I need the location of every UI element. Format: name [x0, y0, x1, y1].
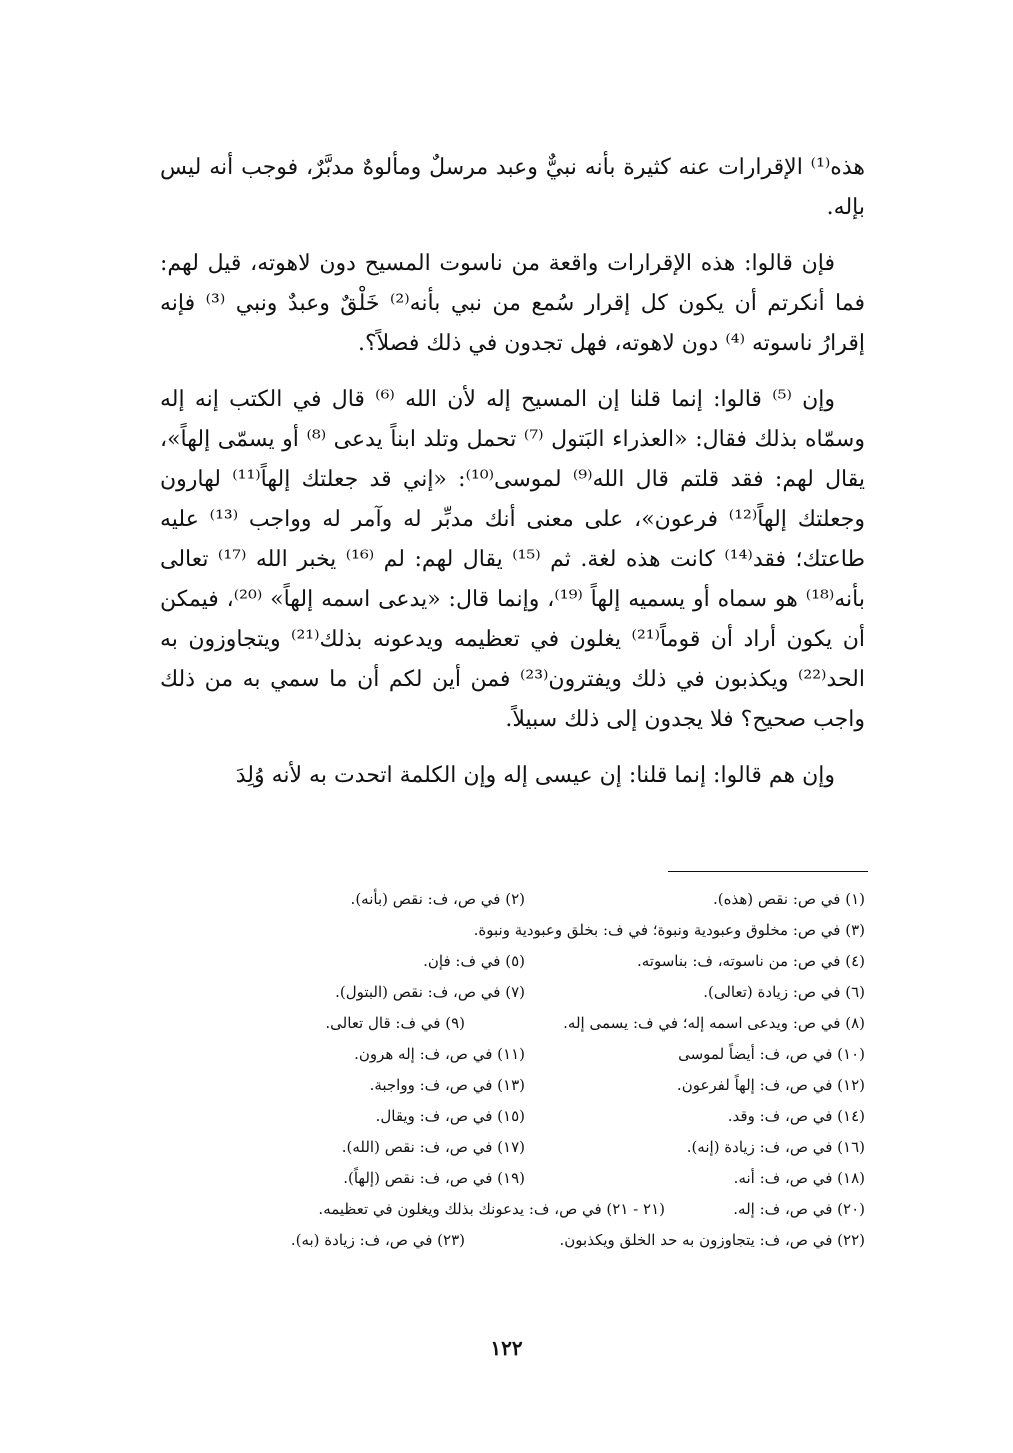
footnote-row	[160, 915, 865, 946]
paragraph-2: فإن قالوا: هذه الإقرارات واقعة من ناسوت المسيح دون لاهوته، قيل لهم: فما أنكرتم أن يكون كل إقرار سُمع من نبي بأنه⁽²⁾ خَلْقٌ وعبدٌ ونبي ⁽³⁾ فإنه إقرارُ ناسوته ⁽⁴⁾ دون لاهوته، فهل تجدون في ذلك فصلاً؟.	[160, 251, 865, 356]
paragraph-4: وإن هم قالوا: إنما قلنا: إن عيسى إله وإن الكلمة اتحدت به لأنه وُلِدَ	[235, 763, 835, 788]
footnote: (٥) في ف: فإن.	[423, 952, 525, 970]
footnote: (٧) في ص، ف: نقص (البتول).	[335, 983, 525, 1001]
main-text	[160, 148, 865, 812]
footnote	[160, 915, 474, 946]
footnote-row	[160, 1194, 865, 1225]
footnote: (١١) في ص، ف: إله هرون.	[354, 1045, 525, 1063]
footnote-row	[160, 946, 865, 977]
paragraph-3: وإن ⁽⁵⁾ قالوا: إنما قلنا إن المسيح إله لأن الله ⁽⁶⁾ قال في الكتب إنه إله وسمّاه بذلك فقال: «العذراء البَتول ⁽⁷⁾ تحمل وتلد ابناً يدعى ⁽⁸⁾ أو يسمّى إلهاً»، يقال لهم: فقد قلتم قال الله⁽⁹⁾ لموسى⁽¹⁰⁾: «إني قد جعلتك إلهاً⁽¹¹⁾ لهارون وجعلتك إلهاً⁽¹²⁾ فرعون»، على معنى أنك مدبِّر له وآمر له وواجب ⁽¹³⁾ عليه طاعتك؛ فقد⁽¹⁴⁾ كانت هذه لغة. ثم ⁽¹⁵⁾ يقال لهم: لم ⁽¹⁶⁾ يخبر الله ⁽¹⁷⁾ تعالى بأنه⁽¹⁸⁾ هو سماه أو يسميه إلهاً ⁽¹⁹⁾، وإنما قال: «يدعى اسمه إلهاً» ⁽²⁰⁾، فيمكن أن يكون أراد أن قوماً⁽²¹⁾ يغلون في تعظيمه ويدعونه بذلك⁽²¹⁾ ويتجاوزون به الحد⁽²²⁾ ويكذبون في ذلك ويفترون⁽²³⁾ فمن أين لكم أن ما سمي به من ذلك واجب صحيح؟ فلا يجدون إلى ذلك سبيلاً.	[160, 387, 866, 732]
footnote: (١٠) في ص، ف: أيضاً لموسى	[678, 1045, 865, 1063]
footnote-row	[160, 1101, 865, 1132]
footnote: (٢٣) في ص، ف: زيادة (به).	[290, 1231, 465, 1249]
footnote-divider	[668, 871, 868, 872]
footnote-row	[160, 1132, 865, 1163]
footnote: (١٤) في ص، ف: وقد.	[727, 1107, 865, 1125]
footnote: (١٨) في ص، ف: أنه.	[733, 1169, 865, 1187]
footnote: (٤) في ص: من ناسوته، ف: بناسوته.	[637, 952, 865, 970]
footnote-row	[160, 1070, 865, 1101]
footnote-row	[160, 1225, 865, 1256]
footnote-row	[160, 1163, 865, 1194]
footnote: (١٩) في ص، ف: نقص (إلهاً).	[343, 1169, 525, 1187]
footnote: (٣) في ص: مخلوق وعبودية ونبوة؛ في ف: بخلق وعبودية ونبوة.	[473, 921, 865, 939]
footnote: (١٦) في ص، ف: زيادة (إنه).	[686, 1138, 865, 1156]
footnote: (٦) في ص: زيادة (تعالى).	[703, 983, 865, 1001]
footnote: (١٢) في ص، ف: إلهاً لفرعون.	[676, 1076, 865, 1094]
footnote: (١) في ص: نقص (هذه).	[713, 890, 865, 908]
paragraph-1: هذه⁽¹⁾ الإقرارات عنه كثيرة بأنه نبيٌّ وعبد مرسلٌ ومألوهٌ مدبَّرٌ، فوجب أنه ليس بإله.	[160, 155, 865, 220]
footnote: (٢١ - ٢١) في ص، ف: يدعونك بذلك ويغلون في تعظيمه.	[318, 1200, 665, 1218]
footnote: (٨) في ص: ويدعى اسمه إله؛ في ف: يسمى إله.	[563, 1014, 865, 1032]
footnote: (٢٠) في ص، ف: إله.	[733, 1200, 865, 1218]
footnote: (٢٢) في ص، ف: يتجاوزون به حد الخلق ويكذبون.	[559, 1231, 865, 1249]
footnote-row	[160, 1008, 865, 1039]
footnote: (٢) في ص، ف: نقص (بأنه).	[350, 890, 525, 908]
footnote-row	[160, 1039, 865, 1070]
page-number: ١٢٢	[490, 1336, 523, 1360]
footnote: (٩) في ف: قال تعالى.	[325, 1014, 465, 1032]
footnote-row	[160, 977, 865, 1008]
footnote: (١٧) في ص، ف: نقص (الله).	[341, 1138, 525, 1156]
footnote-row	[160, 884, 865, 915]
footnote: (١٥) في ص، ف: ويقال.	[375, 1107, 525, 1125]
footnotes	[160, 884, 865, 1256]
footnote: (١٣) في ص، ف: وواجبة.	[369, 1076, 525, 1094]
